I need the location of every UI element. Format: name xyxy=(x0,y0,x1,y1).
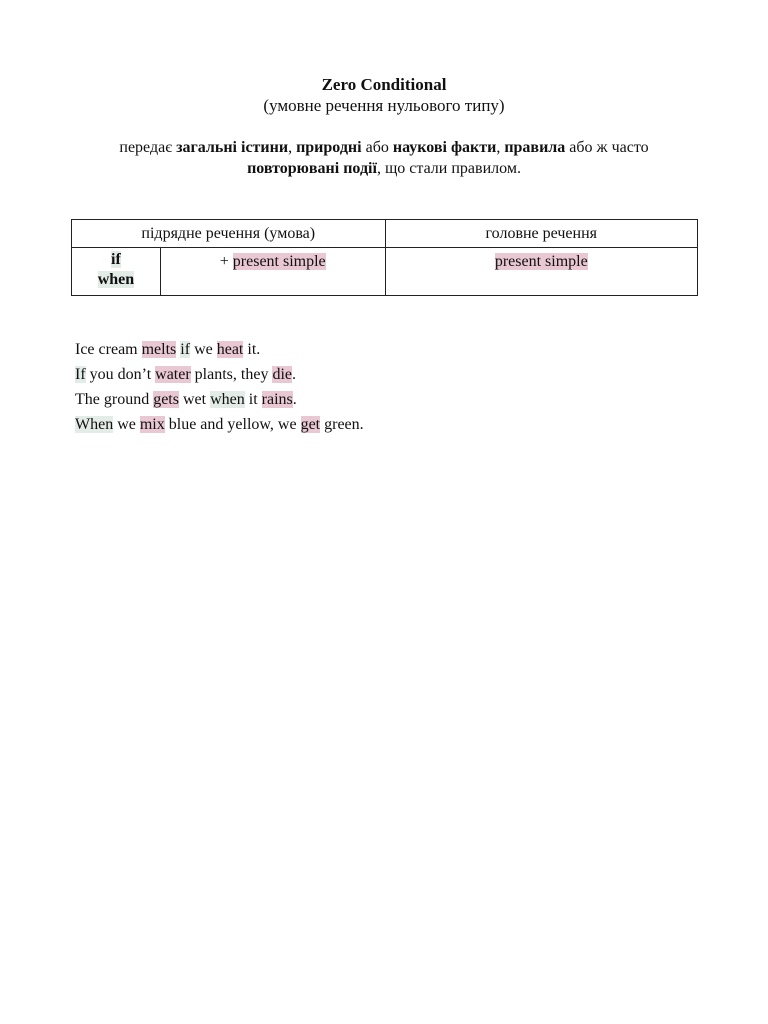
example-sentence xyxy=(75,337,695,362)
example-text: blue and yellow, we xyxy=(164,416,301,433)
verb-highlight: mix xyxy=(139,416,165,433)
grammar-table xyxy=(71,219,698,296)
desc-text: або ж часто xyxy=(565,139,649,156)
example-text: we xyxy=(113,416,140,433)
verb-highlight: melts xyxy=(141,341,177,358)
conjunction-highlight: When xyxy=(75,416,114,433)
conjunction-highlight: If xyxy=(75,366,86,383)
desc-bold: повторювані події xyxy=(247,160,377,177)
desc-text: передає xyxy=(119,139,177,156)
example-text: wet xyxy=(178,391,211,408)
conjunction-when: when xyxy=(97,271,135,288)
conjunction-highlight: if xyxy=(180,341,191,358)
desc-bold: правила xyxy=(504,139,566,156)
example-text: plants, they xyxy=(190,366,273,383)
example-text: The ground xyxy=(75,391,154,408)
verb-highlight: heat xyxy=(216,341,244,358)
example-text: green. xyxy=(320,416,364,433)
conjunction-if: if xyxy=(111,251,121,268)
condition-tense: present simple xyxy=(232,253,326,270)
example-text: it xyxy=(244,391,262,408)
desc-text: або xyxy=(361,139,393,156)
main-clause-cell xyxy=(385,248,697,296)
example-text: you don’t xyxy=(85,366,156,383)
condition-cell xyxy=(160,248,385,296)
verb-highlight: die xyxy=(272,366,292,383)
verb-highlight: gets xyxy=(153,391,179,408)
example-sentence xyxy=(75,387,695,412)
main-tense: present simple xyxy=(494,253,588,270)
example-text: we xyxy=(190,341,217,358)
table-row xyxy=(72,248,698,296)
verb-highlight: water xyxy=(155,366,191,383)
example-text: . xyxy=(291,366,296,383)
conjunction-cell xyxy=(72,248,161,296)
examples-list xyxy=(75,337,695,437)
header-main: головне речення xyxy=(385,220,697,248)
desc-text: , що стали правилом. xyxy=(376,160,521,177)
header-condition: підрядне речення (умова) xyxy=(72,220,386,248)
verb-highlight: rains xyxy=(261,391,293,408)
example-text: . xyxy=(292,391,297,408)
page-title: Zero Conditional xyxy=(321,75,447,94)
example-text: Ice cream xyxy=(75,341,142,358)
table-header-row xyxy=(72,220,698,248)
conjunction-highlight: when xyxy=(210,391,245,408)
desc-bold: наукові факти xyxy=(392,139,497,156)
example-sentence xyxy=(75,362,695,387)
title-block xyxy=(0,74,768,116)
description xyxy=(90,137,678,179)
desc-text: , xyxy=(288,139,297,156)
verb-highlight: get xyxy=(300,416,321,433)
page-subtitle: (умовне речення нульового типу) xyxy=(263,96,505,115)
desc-text: , xyxy=(496,139,505,156)
desc-bold: природні xyxy=(296,139,362,156)
example-sentence xyxy=(75,412,695,437)
plus-sign: + xyxy=(219,253,233,270)
desc-bold: загальні істини xyxy=(176,139,289,156)
example-text: it. xyxy=(243,341,261,358)
